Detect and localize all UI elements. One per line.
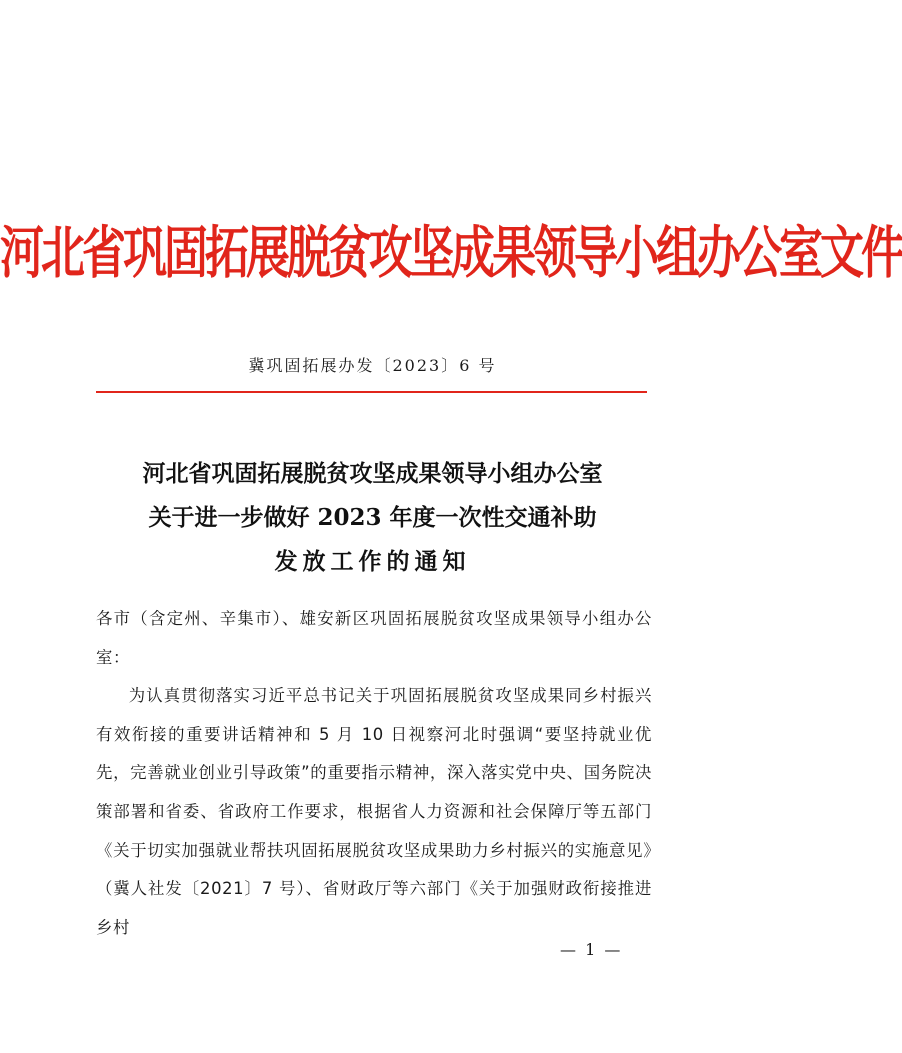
- addressee: 各市（含定州、辛集市）、雄安新区巩固拓展脱贫攻坚成果领导小组办公室：: [96, 609, 652, 667]
- body-paragraph-1: 为认真贯彻落实习近平总书记关于巩固拓展脱贫攻坚成果同乡村振兴有效衔接的重要讲话精神和 5 月 10 日视察河北时强调“要坚持就业优先，完善就业创业引导政策”的重要指示精神，深入落实党中央、国务院决策部署和省委、省政府工作要求，根据省人力资源和社会保障厅等五部门《关于切实加强就业帮扶巩固拓展脱贫攻坚成果助力乡村振兴的实施意见》（冀人社发〔2021〕7 号）、省财政厅等六部门《关于加强财政衔接推进乡村: [96, 686, 652, 937]
- red-separator-line: [96, 391, 647, 393]
- notice-title-line-2: 关于进一步做好 2023 年度一次性交通补助: [148, 504, 597, 531]
- document-number: 冀巩固拓展办发〔2023〕6 号: [248, 356, 497, 375]
- notice-body: [96, 600, 652, 947]
- page-number: — 1 —: [560, 940, 623, 959]
- issuer-header-title: 河北省巩固拓展脱贫攻坚成果领导小组办公室文件: [0, 220, 902, 287]
- notice-title: [0, 452, 745, 584]
- notice-title-line-3: 发放工作的通知: [274, 548, 471, 575]
- notice-title-line-1: 河北省巩固拓展脱贫攻坚成果领导小组办公室: [142, 460, 603, 487]
